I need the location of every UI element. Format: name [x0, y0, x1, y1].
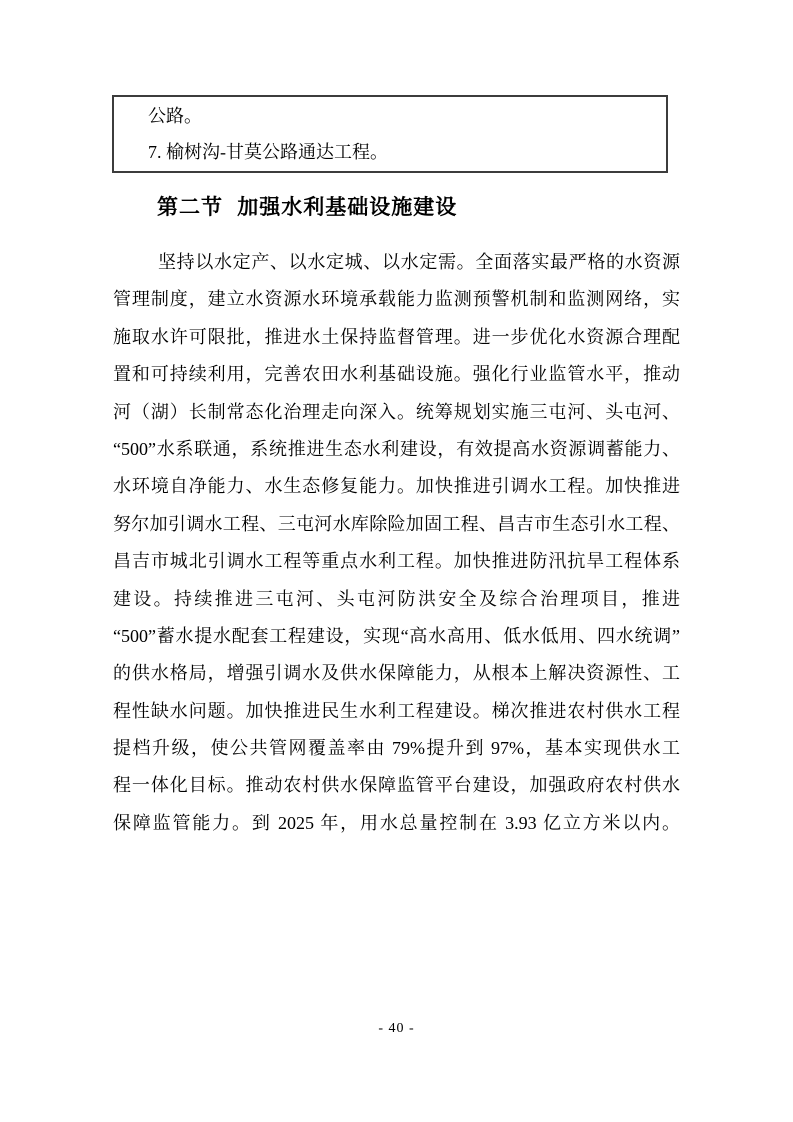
paragraph-line: 程一体化目标。推动农村供水保障监管平台建设，加强政府农村供水 — [113, 775, 680, 796]
boxed-note-line: 公路。 — [148, 106, 202, 126]
boxed-text-block — [112, 95, 668, 173]
paragraph-line: 河（湖）长制常态化治理走向深入。统筹规划实施三屯河、头屯河、 — [113, 401, 680, 422]
paragraph-line: 努尔加引调水工程、三屯河水库除险加固工程、昌吉市生态引水工程、 — [113, 513, 680, 534]
paragraph-line: 的供水格局，增强引调水及供水保障能力，从根本上解决资源性、工 — [113, 663, 680, 684]
paragraph-line: 坚持以水定产、以水定城、以水定需。全面落实最严格的水资源 — [158, 252, 680, 272]
paragraph-line: 提档升级，使公共管网覆盖率由 79%提升到 97%，基本实现供水工 — [113, 738, 680, 759]
paragraph-line: 管理制度，建立水资源水环境承载能力监测预警机制和监测网络，实 — [113, 289, 680, 310]
body-paragraph — [113, 244, 680, 842]
paragraph-line: 建设。持续推进三屯河、头屯河防洪安全及综合治理项目，推进 — [113, 588, 680, 609]
paragraph-line: “500”水系联通，系统推进生态水利建设，有效提高水资源调蓄能力、 — [113, 438, 680, 459]
paragraph-line: 置和可持续利用，完善农田水利基础设施。强化行业监管水平，推动 — [113, 364, 680, 385]
paragraph-line: 施取水许可限批，推进水土保持监督管理。进一步优化水资源合理配 — [113, 326, 680, 347]
paragraph-line: “500”蓄水提水配套工程建设，实现“高水高用、低水低用、四水统调” — [113, 625, 680, 646]
paragraph-line: 程性缺水问题。加快推进民生水利工程建设。梯次推进农村供水工程 — [113, 700, 680, 721]
boxed-note-line: 7. 榆树沟-甘莫公路通达工程。 — [148, 142, 388, 162]
section-heading: 第二节 加强水利基础设施建设 — [157, 195, 458, 219]
paragraph-line: 保障监管能力。到 2025 年，用水总量控制在 3.93 亿立方米以内。 — [113, 812, 680, 833]
paragraph-line: 水环境自净能力、水生态修复能力。加快推进引调水工程。加快推进 — [113, 476, 680, 497]
page-number: - 40 - — [378, 1021, 415, 1036]
paragraph-line: 昌吉市城北引调水工程等重点水利工程。加快推进防汛抗旱工程体系 — [113, 551, 680, 572]
